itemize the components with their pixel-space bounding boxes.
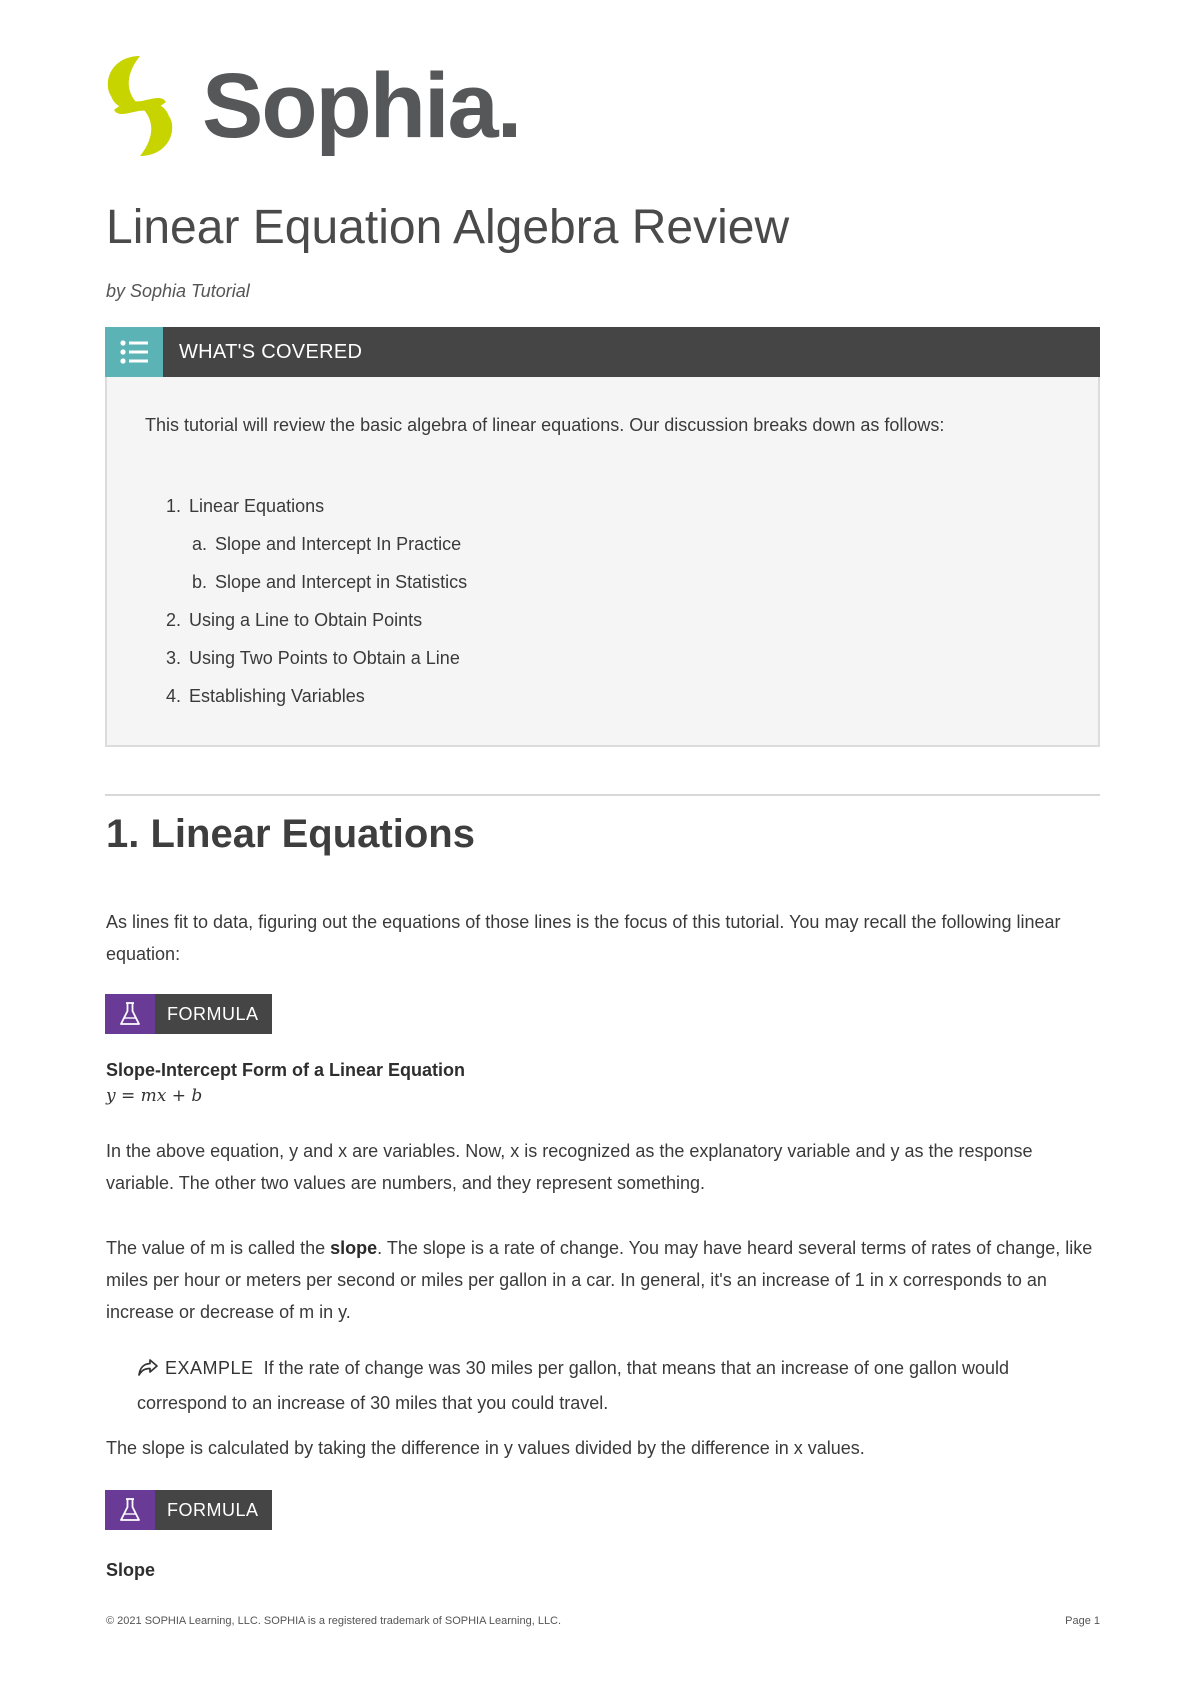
sophia-logo-icon [104, 54, 176, 158]
whats-covered-title: WHAT'S COVERED [179, 341, 363, 363]
section-divider [105, 794, 1100, 796]
paragraph: The slope is calculated by taking the difference in y values divided by the difference in x values. [106, 1438, 865, 1458]
page-title: Linear Equation Algebra Review [106, 201, 790, 254]
formula-label: FORMULA [155, 994, 272, 1034]
section-intro: As lines fit to data, figuring out the equations of those lines is the focus of this tutorial. You may recall the following linear equation: [106, 912, 1061, 964]
formula-label: FORMULA [155, 1490, 272, 1530]
formula-name: Slope [106, 1560, 156, 1580]
formula-expression: y = mx + b [106, 1086, 203, 1106]
whats-covered-box [105, 327, 1100, 747]
share-arrow-icon [137, 1355, 159, 1387]
formula-badge [105, 994, 272, 1034]
sophia-logo [104, 54, 520, 158]
example-label: EXAMPLE [165, 1358, 254, 1378]
footer-page-number: Page 1 [1065, 1615, 1100, 1627]
paragraph-slope: The value of m is called the slope. The slope is a rate of change. You may have heard several terms of rates of change, like miles per hour or meters per second or miles per gallon in a car. In general, it's an increase of 1 in x corresponds to an increase or decrease of m in y. [106, 1238, 1093, 1322]
example-text: If the rate of change was 30 miles per gallon, that means that an increase of one gallon would correspond to an increase of 30 miles that you could travel. [137, 1358, 1010, 1413]
formula-name: Slope-Intercept Form of a Linear Equation [106, 1060, 466, 1080]
whats-covered-header [105, 327, 1100, 377]
toc-item[interactable]: 1. Linear Equations [165, 496, 325, 516]
toc-item[interactable]: 3. Using Two Points to Obtain a Line [165, 648, 460, 668]
toc-item[interactable]: 4. Establishing Variables [165, 686, 365, 706]
toc-subitem[interactable]: b. Slope and Intercept in Statistics [191, 572, 468, 592]
table-of-contents [149, 487, 467, 715]
byline: by Sophia Tutorial [106, 281, 250, 301]
flask-icon [105, 1490, 155, 1530]
whats-covered-body [105, 377, 1100, 747]
toc-subitem[interactable]: a. Slope and Intercept In Practice [191, 534, 462, 554]
section-heading: 1. Linear Equations [106, 812, 475, 856]
covered-intro: This tutorial will review the basic algebra of linear equations. Our discussion breaks down as follows: [145, 415, 945, 435]
toc-item[interactable]: 2. Using a Line to Obtain Points [165, 610, 423, 630]
logo-wordmark: Sophia. [202, 55, 521, 157]
paragraph: In the above equation, y and x are variables. Now, x is recognized as the explanatory variable and y as the response variable. The other two values are numbers, and they represent something. [106, 1141, 1033, 1193]
list-icon [105, 327, 163, 377]
flask-icon [105, 994, 155, 1034]
footer-copyright: © 2021 SOPHIA Learning, LLC. SOPHIA is a registered trademark of SOPHIA Learning, LLC. [106, 1615, 562, 1627]
example-block [137, 1352, 1087, 1419]
formula-badge [105, 1490, 272, 1530]
slope-term: slope [330, 1238, 378, 1258]
